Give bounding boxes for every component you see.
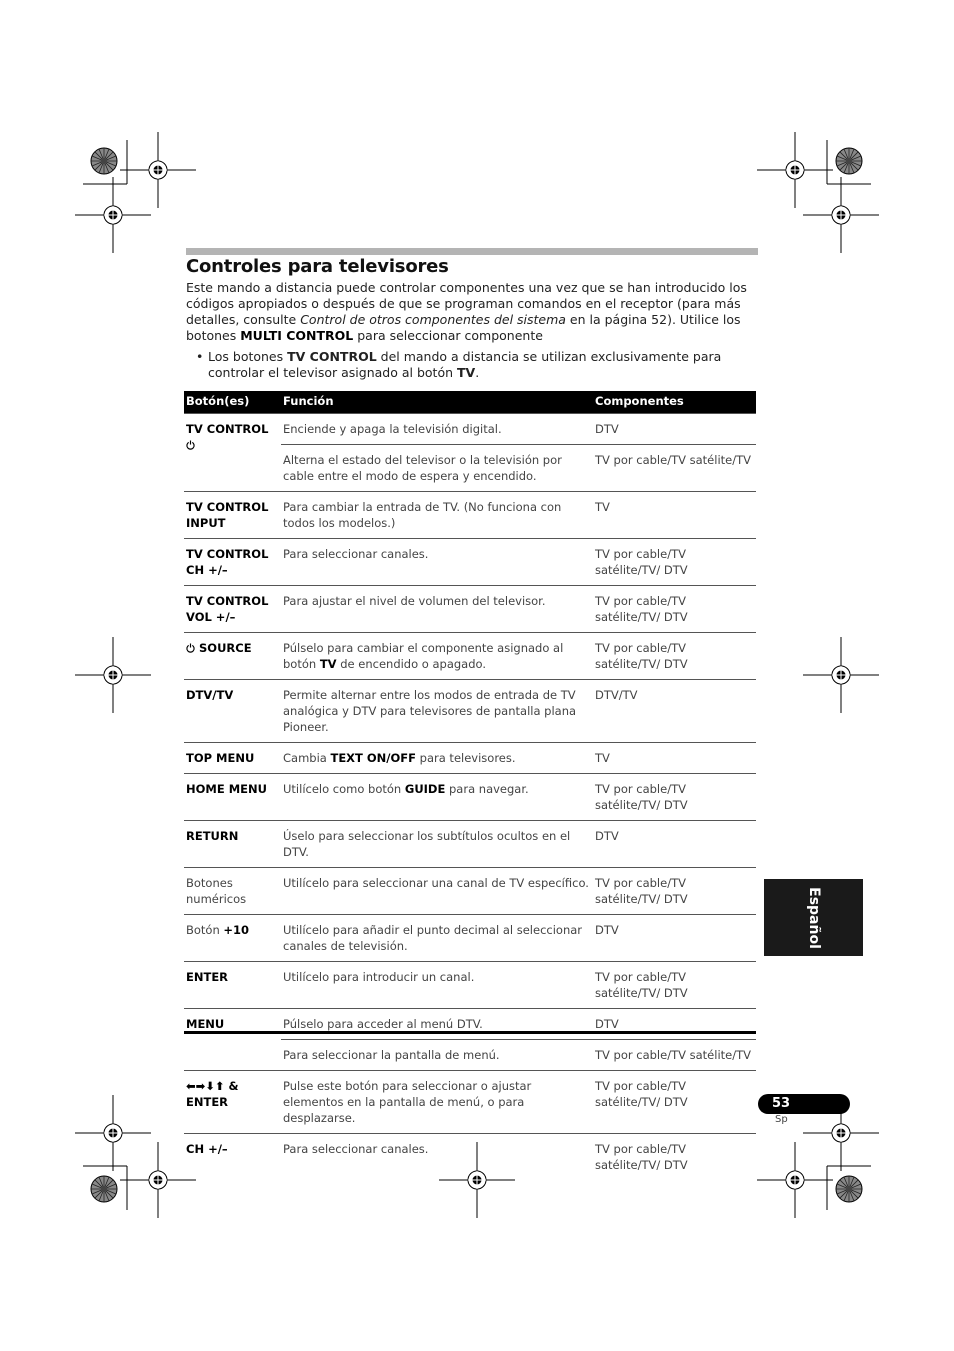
cell-function: Pulse este botón para seleccionar o ajustar elementos en la pantalla de menú, o para desplazarse.	[281, 1071, 593, 1134]
cell-components: TV por cable/TV satélite/TV/ DTV	[593, 539, 756, 586]
registration-star-icon	[836, 148, 862, 174]
cell-button	[184, 1134, 281, 1185]
cell-components: TV por cable/TV satélite/TV/ DTV	[593, 633, 756, 680]
button-name: MENU	[186, 1017, 225, 1031]
table-row	[184, 414, 756, 445]
cell-function: Púlselo para acceder al menú DTV.	[281, 1009, 593, 1040]
cell-function: Utilícelo para seleccionar una canal de TV específico.	[281, 868, 593, 915]
cell-function: Utilícelo para añadir el punto decimal al seleccionar canales de televisión.	[281, 915, 593, 962]
crosshair-icon	[803, 637, 879, 713]
bullet-text: Los botones TV CONTROL del mando a distancia se utilizan exclusivamente para controlar el televisor asignado al botón TV.	[208, 349, 722, 380]
language-side-tab	[764, 879, 863, 956]
cell-button	[184, 492, 281, 539]
cell-function: Púlselo para cambiar el componente asignado al botón TV de encendido o apagado.	[281, 633, 593, 680]
cell-button	[184, 586, 281, 633]
crosshair-icon	[120, 132, 196, 208]
table-row	[184, 1009, 756, 1040]
table-row	[184, 492, 756, 539]
table-row	[184, 774, 756, 821]
table-row	[184, 868, 756, 915]
table-bottom-rule	[184, 1031, 756, 1034]
header-components: Componentes	[593, 391, 756, 414]
table-body	[184, 414, 756, 1185]
table-row	[184, 915, 756, 962]
header-button: Botón(es)	[184, 391, 281, 414]
cell-function: Para cambiar la entrada de TV. (No funciona con todos los modelos.)	[281, 492, 593, 539]
cell-button: Botón +10	[184, 915, 281, 962]
section-top-bar	[186, 248, 758, 255]
table-row	[184, 1071, 756, 1134]
power-icon	[186, 643, 195, 653]
registration-star-icon	[836, 1176, 862, 1202]
button-name: TV CONTROL	[186, 422, 269, 436]
crosshair-icon	[75, 177, 151, 253]
table-row	[184, 821, 756, 868]
cell-components: DTV/TV	[593, 680, 756, 743]
cell-function: Utilícelo para introducir un canal.	[281, 962, 593, 1009]
cell-components: TV por cable/TV satélite/TV/ DTV	[593, 868, 756, 915]
button-name: RETURN	[186, 829, 239, 843]
cell-components: TV por cable/TV satélite/TV	[593, 1040, 756, 1071]
table-row	[184, 586, 756, 633]
button-name: CH +/–	[186, 1142, 228, 1156]
cell-components: TV por cable/TV satélite/TV	[593, 445, 756, 492]
intro-paragraph: Este mando a distancia puede controlar componentes una vez que se han introducido los códigos apropiados o después de que se programan comandos en el receptor (para más detalles, consulte Control de otros componentes del sistema en la página 52). Utilice los botones MULTI CONTROL para seleccionar componente	[186, 280, 747, 343]
cell-function: Enciende y apaga la televisión digital.	[281, 414, 593, 445]
cell-function: Utilícelo como botón GUIDE para navegar.	[281, 774, 593, 821]
button-name: TV CONTROL VOL +/–	[186, 594, 269, 624]
cell-function: Cambia TEXT ON/OFF para televisores.	[281, 743, 593, 774]
cell-button: ⬅➡⬇⬆ & ENTER	[184, 1071, 281, 1134]
header-function: Función	[281, 391, 593, 414]
table-header-row	[184, 391, 756, 414]
cell-function: Úselo para seleccionar los subtítulos ocultos en el DTV.	[281, 821, 593, 868]
button-name: ENTER	[186, 970, 229, 984]
cell-button	[184, 414, 281, 492]
cell-components: TV por cable/TV satélite/TV/ DTV	[593, 1134, 756, 1185]
table-row	[184, 539, 756, 586]
bullet-item	[196, 349, 768, 381]
cell-components: TV por cable/TV satélite/TV/ DTV	[593, 774, 756, 821]
cell-components: TV por cable/TV satélite/TV/ DTV	[593, 962, 756, 1009]
cell-function: Para seleccionar la pantalla de menú.	[281, 1040, 593, 1071]
cell-function: Permite alternar entre los modos de entrada de TV analógica y DTV para televisores de pantalla plana Pioneer.	[281, 680, 593, 743]
crosshair-icon	[757, 1142, 833, 1218]
cell-components: TV	[593, 743, 756, 774]
language-label: Español	[805, 886, 822, 949]
cell-button	[184, 539, 281, 586]
controls-table	[184, 391, 756, 1184]
power-icon	[186, 440, 195, 450]
crosshair-icon	[757, 132, 833, 208]
crosshair-icon	[803, 177, 879, 253]
cell-components: TV	[593, 492, 756, 539]
button-name: TV CONTROL INPUT	[186, 500, 269, 530]
cell-components: DTV	[593, 414, 756, 445]
crosshair-icon	[75, 637, 151, 713]
button-name: DTV/TV	[186, 688, 234, 702]
cell-components: TV por cable/TV satélite/TV/ DTV	[593, 1071, 756, 1134]
cell-function: Para ajustar el nivel de volumen del televisor.	[281, 586, 593, 633]
page-language-code: Sp	[775, 1114, 788, 1125]
table-row	[184, 633, 756, 680]
bullet-mark: •	[196, 349, 204, 364]
cell-button	[184, 868, 281, 915]
cell-function: Para seleccionar canales.	[281, 1134, 593, 1185]
page-number: 53	[758, 1094, 850, 1114]
cell-components: TV por cable/TV satélite/TV/ DTV	[593, 586, 756, 633]
table-row	[184, 680, 756, 743]
table-row	[184, 1134, 756, 1185]
section-title: Controles para televisores	[186, 256, 449, 277]
table-row	[184, 743, 756, 774]
button-name: TV CONTROL CH +/–	[186, 547, 269, 577]
cell-button	[184, 1009, 281, 1071]
registration-star-icon	[91, 1176, 117, 1202]
registration-star-icon	[91, 148, 117, 174]
button-name: SOURCE	[199, 641, 252, 655]
button-name: Botones numéricos	[186, 876, 247, 906]
cell-button	[184, 774, 281, 821]
cell-button	[184, 743, 281, 774]
cell-components: DTV	[593, 915, 756, 962]
cell-components: DTV	[593, 1009, 756, 1040]
crosshair-icon	[75, 1095, 151, 1171]
cell-button	[184, 633, 281, 680]
cell-button	[184, 962, 281, 1009]
cell-button	[184, 680, 281, 743]
cell-button	[184, 821, 281, 868]
cell-components: DTV	[593, 821, 756, 868]
cell-function: Para seleccionar canales.	[281, 539, 593, 586]
button-name: HOME MENU	[186, 782, 267, 796]
button-name: TOP MENU	[186, 751, 255, 765]
cell-function: Alterna el estado del televisor o la televisión por cable entre el modo de espera y encendido.	[281, 445, 593, 492]
table-row	[184, 962, 756, 1009]
